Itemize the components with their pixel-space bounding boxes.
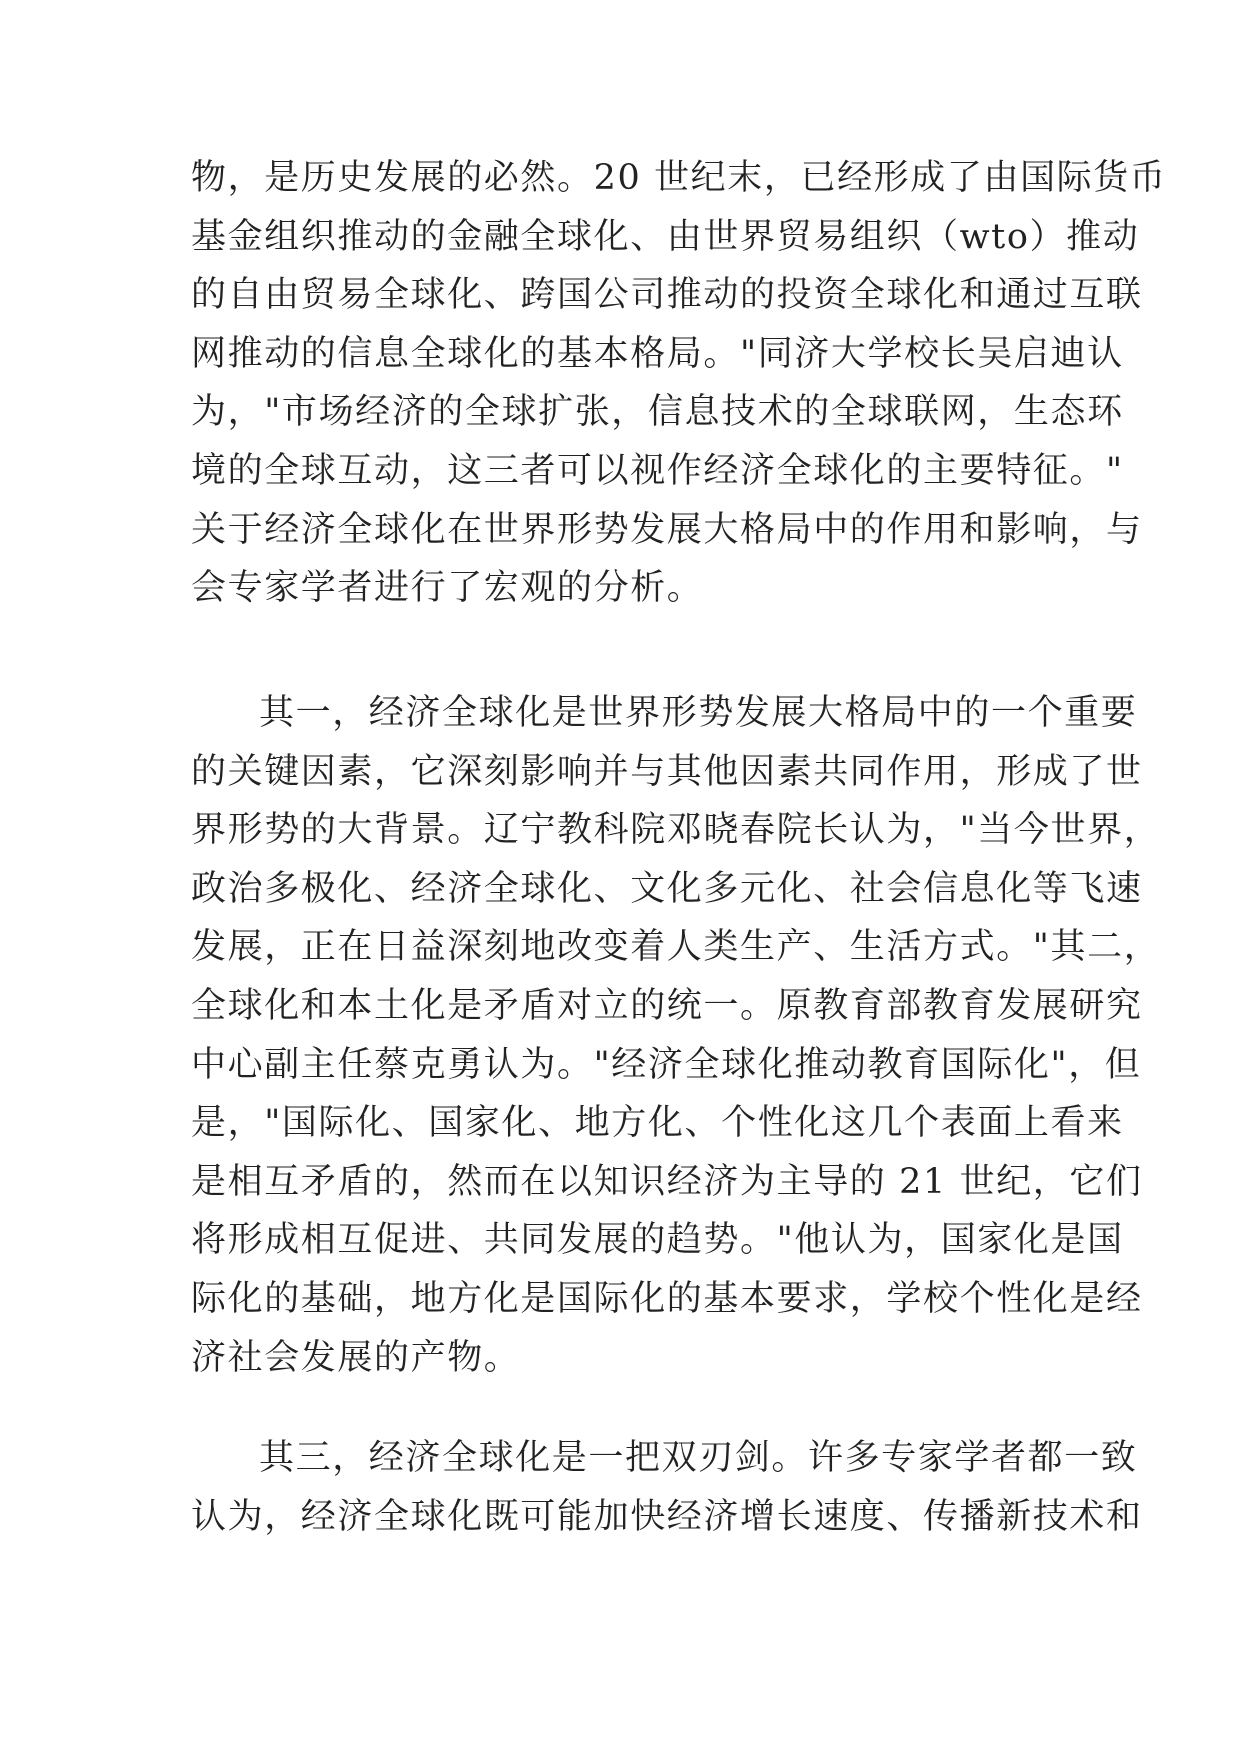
text-line: 济社会发展的产物。 xyxy=(191,1337,521,1378)
text-line: 会专家学者进行了宏观的分析。 xyxy=(191,568,704,609)
paragraph-block xyxy=(191,684,1161,1387)
text-line: 的自由贸易全球化、跨国公司推动的投资全球化和通过互联 xyxy=(191,275,1143,316)
text-line: 基金组织推动的金融全球化、由世界贸易组织（wto）推动 xyxy=(191,216,1140,257)
text-line: 网推动的信息全球化的基本格局。"同济大学校长吴启迪认 xyxy=(191,333,1124,374)
paragraph-block xyxy=(191,1429,1143,1546)
text-line: 是相互矛盾的，然而在以知识经济为主导的 21 世纪，它们 xyxy=(191,1161,1143,1202)
text-line: 为，"市场经济的全球扩张，信息技术的全球联网，生态环 xyxy=(191,392,1124,433)
text-line: 关于经济全球化在世界形势发展大格局中的作用和影响，与 xyxy=(191,509,1143,550)
text-line: 是，"国际化、国家化、地方化、个性化这几个表面上看来 xyxy=(191,1103,1124,1144)
text-line: 界形势的大背景。辽宁教科院邓晓春院长认为，"当今世界， xyxy=(191,810,1161,851)
text-line: 其一，经济全球化是世界形势发展大格局中的一个重要 xyxy=(259,693,1138,733)
text-line: 全球化和本土化是矛盾对立的统一。原教育部教育发展研究 xyxy=(191,985,1143,1026)
text-line: 中心副主任蔡克勇认为。"经济全球化推动教育国际化"，但 xyxy=(191,1044,1142,1085)
text-line: 其三，经济全球化是一把双刃剑。许多专家学者都一致 xyxy=(259,1438,1138,1478)
text-line: 际化的基础，地方化是国际化的基本要求，学校个性化是经 xyxy=(191,1278,1143,1319)
text-line: 政治多极化、经济全球化、文化多元化、社会信息化等飞速 xyxy=(191,868,1143,909)
text-line: 的关键因素，它深刻影响并与其他因素共同作用，形成了世 xyxy=(191,751,1143,792)
paragraph-block xyxy=(191,149,1167,618)
text-line: 将形成相互促进、共同发展的趋势。"他认为，国家化是国 xyxy=(191,1220,1124,1261)
text-line: 境的全球互动，这三者可以视作经济全球化的主要特征。" xyxy=(191,450,1124,491)
text-line: 物，是历史发展的必然。20 世纪末，已经形成了由国际货币 xyxy=(191,158,1167,198)
text-line: 认为，经济全球化既可能加快经济增长速度、传播新技术和 xyxy=(191,1496,1143,1537)
text-line: 发展，正在日益深刻地改变着人类生产、生活方式。"其二， xyxy=(191,927,1161,968)
